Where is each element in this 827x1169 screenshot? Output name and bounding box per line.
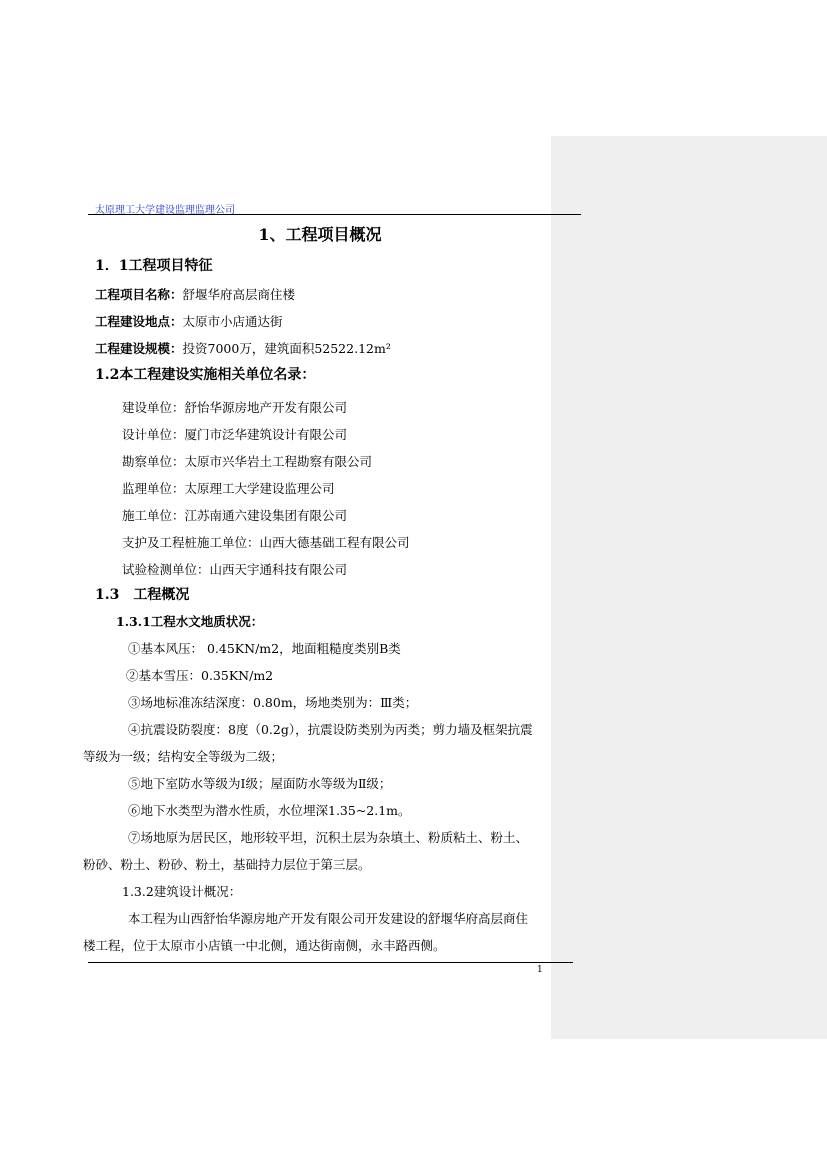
design-paragraph-line: 本工程为山西舒怡华源房地产开发有限公司开发建设的舒堰华府高层商住 [128, 911, 529, 926]
unit-item: 施工单位：江苏南通六建设集团有限公司 [122, 508, 348, 523]
unit-item: 建设单位：舒怡华源房地产开发有限公司 [122, 400, 348, 415]
hydro-item: ⑥地下水类型为潜水性质，水位埋深1.35~2.1m。 [128, 803, 411, 818]
hydro-item: ②基本雪压：0.35KN/m2 [126, 668, 274, 683]
project-site-label: 工程建设地点： [95, 314, 183, 329]
project-scale-value: 投资7000万，建筑面积52522.12m² [182, 341, 391, 356]
project-site-value: 太原市小店通达街 [182, 314, 283, 329]
unit-item: 试验检测单位：山西天宇通科技有限公司 [122, 562, 348, 577]
page-title: 1、工程项目概况 [258, 225, 382, 244]
section-1-2-heading: 1.2本工程建设实施相关单位名录： [95, 367, 316, 383]
page-number: 1 [537, 965, 543, 975]
hydro-item: ④抗震设防裂度：8度（0.2g），抗震设防类别为丙类；剪力墙及框架抗震 [128, 722, 533, 737]
comment-pane [551, 136, 827, 1039]
hydro-item-continued: 等级为一级；结构安全等级为二级； [83, 749, 284, 764]
section-1-1-heading: 1．1工程项目特征 [95, 258, 213, 274]
section-1-3-1-heading: 1.3.1工程水文地质状况： [116, 614, 264, 629]
header-company: 太原理工大学建设监理监理公司 [95, 205, 235, 216]
project-site-line [95, 313, 283, 331]
unit-item: 勘察单位：太原市兴华岩土工程勘察有限公司 [122, 454, 373, 469]
project-scale-label: 工程建设规模： [95, 341, 183, 356]
hydro-item: ⑤地下室防水等级为Ⅰ级；屋面防水等级为Ⅱ级； [128, 776, 392, 791]
unit-item: 支护及工程桩施工单位：山西大德基础工程有限公司 [122, 535, 410, 550]
project-name-value: 舒堰华府高层商住楼 [182, 287, 296, 302]
section-1-3-heading: 1.3 工程概况 [95, 587, 190, 603]
project-scale-line [95, 340, 391, 358]
unit-item: 设计单位：厦门市泛华建筑设计有限公司 [122, 427, 348, 442]
header-rule [88, 214, 581, 215]
hydro-item: ③场地标准冻结深度：0.80m，场地类别为：Ⅲ类； [128, 695, 418, 710]
design-paragraph-line: 楼工程，位于太原市小店镇一中北侧，通达街南侧，永丰路西侧。 [83, 938, 446, 953]
section-1-3-2-heading: 1.3.2建筑设计概况： [122, 884, 242, 899]
hydro-item: ①基本风压： 0.45KN/m2，地面粗糙度类别B类 [128, 641, 401, 656]
hydro-item: ⑦场地原为居民区，地形较平坦，沉积土层为杂填土、粉质粘土、粉土、 [128, 830, 529, 845]
project-name-label: 工程项目名称： [95, 287, 183, 302]
footer-rule [88, 962, 573, 963]
hydro-item-continued: 粉砂、粉土、粉砂、粉土，基础持力层位于第三层。 [83, 857, 371, 872]
unit-item: 监理单位：太原理工大学建设监理公司 [122, 481, 335, 496]
project-name-line [95, 286, 295, 304]
